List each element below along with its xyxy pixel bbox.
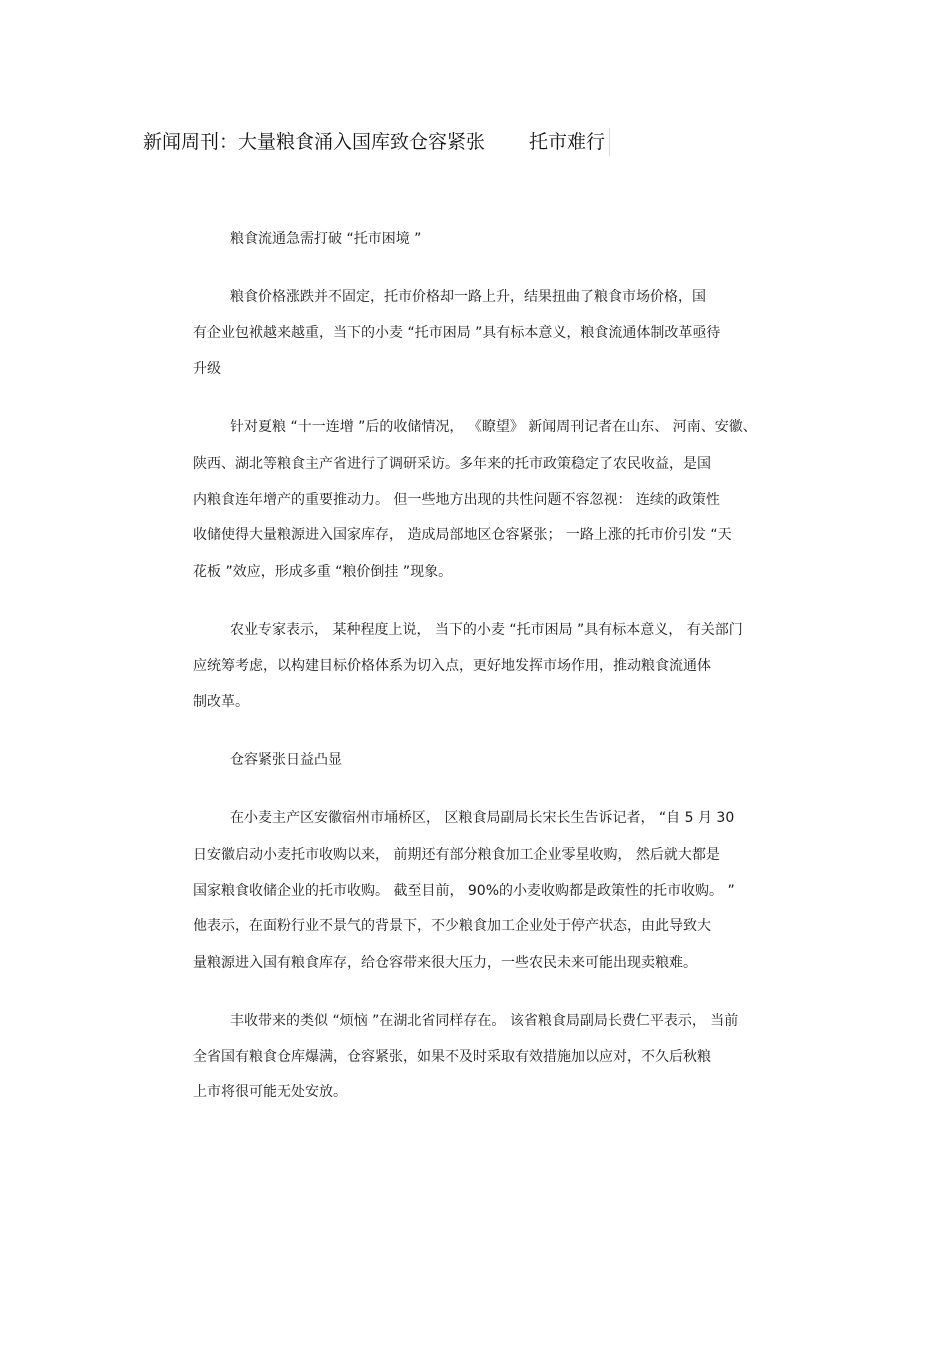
paragraph-4-line-4: 他表示，在面粉行业不景气的背景下，不少粮食加工企业处于停产状态，由此导致大 — [193, 918, 711, 934]
paragraph-1-line-1: 粮食价格涨跌并不固定，托市价格却一路上升，结果扭曲了粮食市场价格，国 — [230, 289, 706, 305]
paragraph-1-line-3: 升级 — [193, 361, 221, 377]
paragraph-3-line-2: 应统筹考虑，以构建目标价格体系为切入点，更好地发挥市场作用，推动粮食流通体 — [193, 658, 711, 674]
paragraph-2-line-2: 陕西、湖北等粮食主产省进行了调研采访。多年来的托市政策稳定了农民收益，是国 — [193, 456, 711, 472]
paragraph-3-line-1: 农业专家表示， 某种程度上说， 当下的小麦 “托市困局 ”具有标本意义， 有关部门 — [230, 622, 743, 638]
paragraph-4-line-5: 量粮源进入国有粮食库存，给仓容带来很大压力，一些农民未来可能出现卖粮难。 — [193, 955, 697, 971]
paragraph-2-line-5: 花板 ”效应，形成多重 “粮价倒挂 ”现象。 — [193, 564, 453, 580]
paragraph-5-line-3: 上市将很可能无处安放。 — [193, 1084, 347, 1100]
paragraph-2-line-1: 针对夏粮 “十一连增 ”后的收储情况， 《瞭望》 新闻周刊记者在山东、 河南、安徽、 — [230, 419, 757, 435]
article-title-main: 新闻周刊：大量粮食涌入国库致仓容紧张 — [143, 131, 486, 153]
section-heading-2: 仓容紧张日益凸显 — [230, 752, 342, 768]
paragraph-4-line-1: 在小麦主产区安徽宿州市埇桥区， 区粮食局副局长宋长生告诉记者， “自 5 月 30 — [230, 810, 735, 826]
paragraph-5-line-2: 全省国有粮食仓库爆满，仓容紧张，如果不及时采取有效措施加以应对，不久后秋粮 — [193, 1049, 711, 1065]
paragraph-1-line-2: 有企业包袱越来越重，当下的小麦 “托市困局 ”具有标本意义，粮食流通体制改革亟待 — [193, 325, 721, 341]
paragraph-2-line-3: 内粮食连年增产的重要推动力。 但一些地方出现的共性问题不容忽视： 连续的政策性 — [193, 492, 720, 508]
paragraph-4-line-2: 日安徽启动小麦托市收购以来， 前期还有部分粮食加工企业零星收购， 然后就大都是 — [193, 847, 720, 863]
section-heading-1: 粮食流通急需打破 “托市困境 ” — [230, 231, 422, 247]
paragraph-3-line-3: 制改革。 — [193, 694, 249, 710]
article-title-tail: 托市难行 — [529, 131, 606, 153]
article-title — [143, 128, 610, 156]
paragraph-4-line-3: 国家粮食收储企业的托市收购。 截至目前， 90%的小麦收购都是政策性的托市收购。 ” — [193, 883, 735, 899]
paragraph-2-line-4: 收储使得大量粮源进入国家库存， 造成局部地区仓容紧张； 一路上涨的托市价引发 “天 — [193, 527, 732, 543]
paragraph-5-line-1: 丰收带来的类似 “烦恼 ”在湖北省同样存在。 该省粮食局副局长费仁平表示， 当前 — [230, 1013, 739, 1029]
